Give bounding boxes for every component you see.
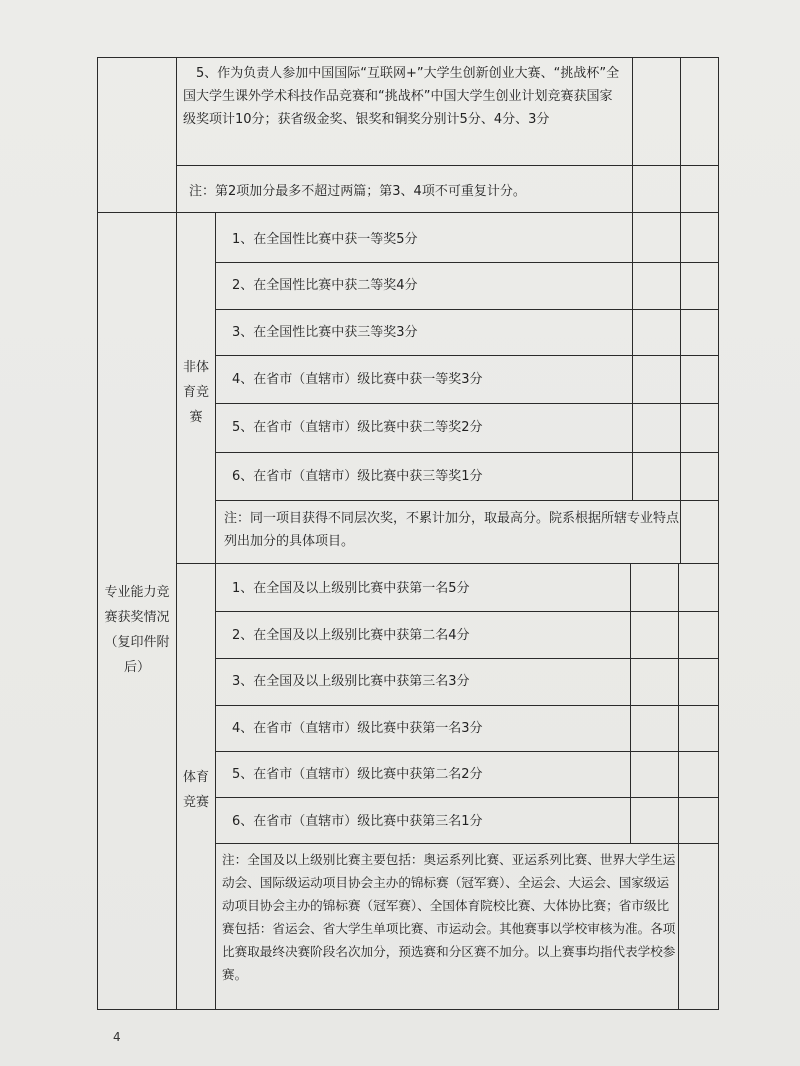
row-divider	[176, 563, 719, 564]
non-sports-item-4: 4、在省市（直辖市）级比赛中获一等奖3分	[232, 372, 483, 387]
sports-label: 体育竞赛	[182, 770, 209, 810]
row-divider	[215, 262, 719, 263]
row-divider	[215, 705, 719, 706]
column-divider	[632, 57, 633, 212]
row-divider	[215, 611, 719, 612]
table-border-top	[97, 57, 719, 58]
section-title: 专业能力竞赛获奖情况（复印件附后）	[104, 585, 170, 675]
column-divider	[678, 563, 679, 1010]
non-sports-item-1: 1、在全国性比赛中获一等奖5分	[232, 232, 418, 247]
top-note: 注：第2项加分最多不超过两篇；第3、4项不可重复计分。	[189, 184, 526, 199]
row-divider	[215, 500, 719, 501]
row-divider	[215, 658, 719, 659]
row-divider	[215, 403, 719, 404]
non-sports-label: 非体育竞赛	[182, 360, 209, 425]
non-sports-item-3: 3、在全国性比赛中获三等奖3分	[232, 325, 418, 340]
sports-item-5: 5、在省市（直辖市）级比赛中获第二名2分	[232, 767, 483, 782]
row-divider	[176, 165, 719, 166]
non-sports-item-2: 2、在全国性比赛中获二等奖4分	[232, 278, 418, 293]
table-border-right	[718, 57, 719, 1010]
table-border-bottom	[97, 1009, 719, 1010]
row-divider	[215, 309, 719, 310]
row-divider	[215, 797, 719, 798]
non-sports-note: 注：同一项目获得不同层次奖，不累计加分，取最高分。院系根据所辖专业特点列出加分的具体项目。	[224, 511, 680, 549]
sports-item-4: 4、在省市（直辖市）级比赛中获第一名3分	[232, 721, 483, 736]
sports-item-2: 2、在全国及以上级别比赛中获第二名4分	[232, 628, 470, 643]
non-sports-item-5: 5、在省市（直辖市）级比赛中获二等奖2分	[232, 420, 483, 435]
non-sports-item-6: 6、在省市（直辖市）级比赛中获三等奖1分	[232, 469, 483, 484]
table-border-left	[97, 57, 98, 1010]
sports-item-1: 1、在全国及以上级别比赛中获第一名5分	[232, 581, 470, 596]
column-divider	[215, 563, 216, 1010]
sports-item-6: 6、在省市（直辖市）级比赛中获第三名1分	[232, 814, 483, 829]
page-number: 4	[113, 1030, 121, 1044]
row-divider	[215, 751, 719, 752]
row-divider	[97, 212, 719, 213]
item-5-text: 5、作为负责人参加中国国际“互联网+”大学生创新创业大赛、“挑战杯”全国大学生课外学术科技作品竞赛和“挑战杯”中国大学生创业计划竞赛获国家级奖项计10分；获省级金奖、银奖和铜奖分别计5分、4分、3分	[183, 66, 620, 127]
row-divider	[215, 843, 719, 844]
column-divider	[680, 57, 681, 212]
column-divider	[632, 212, 633, 500]
row-divider	[215, 452, 719, 453]
row-divider	[215, 355, 719, 356]
column-divider	[215, 212, 216, 563]
sports-item-3: 3、在全国及以上级别比赛中获第三名3分	[232, 674, 470, 689]
sports-note: 注：全国及以上级别比赛主要包括：奥运系列比赛、亚运系列比赛、世界大学生运动会、国际级运动项目协会主办的锦标赛（冠军赛）、全运会、大运会、国家级运动项目协会主办的锦标赛（冠军赛）、全国体育院校比赛、大体协比赛；省市级比赛包括：省运会、省大学生单项比赛、市运动会。其他赛事以学校审核为准。各项比赛取最终决赛阶段名次加分，预选赛和分区赛不加分。以上赛事均指代表学校参赛。	[222, 852, 676, 982]
column-divider	[176, 57, 177, 1010]
column-divider	[630, 563, 631, 843]
